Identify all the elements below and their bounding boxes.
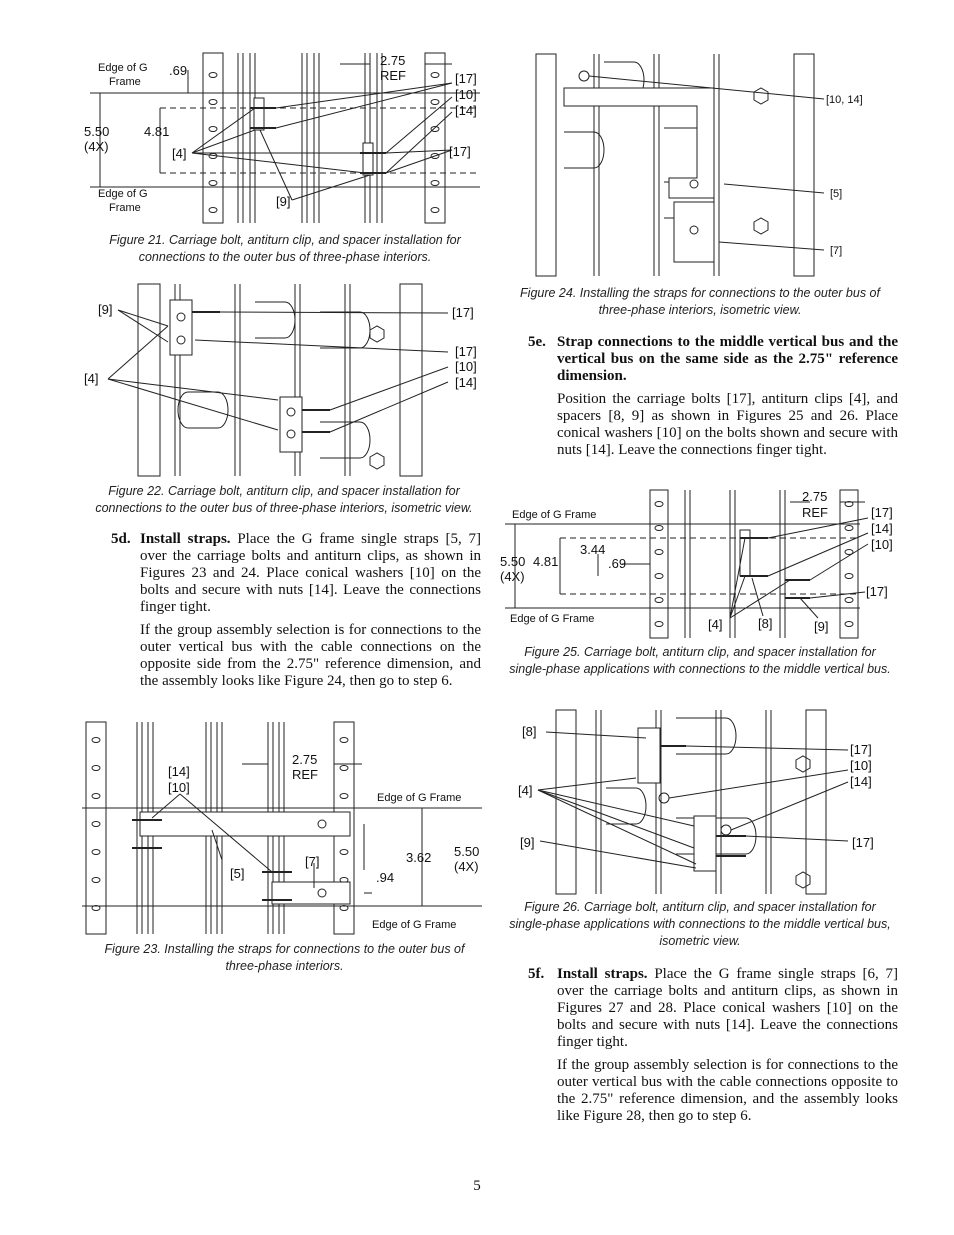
figure-22	[80, 282, 490, 480]
step-5d-title: Install straps.	[140, 531, 231, 547]
fig21-dim-4x: (4X)	[84, 139, 109, 154]
fig22-callout-10: [10]	[455, 359, 477, 374]
fig21-callout-17b: [17]	[449, 144, 471, 159]
step-5e-title-text: Strap connections to the middle vertical bus and the vertical bus on the same side as the 2.75" reference dimension.	[557, 334, 898, 384]
fig26-callout-8: [8]	[522, 724, 537, 739]
step-5e-paragraph-1: Position the carriage bolts [17], antiturn clips [4], and spacers [8, 9] as shown in Figures 25 and 26. Place conical washers [10] on the bolts shown and secure with nuts [14]. Leave the connections finger tight.	[557, 391, 898, 458]
figure-24	[534, 52, 894, 280]
fig22-callout-4: [4]	[84, 371, 99, 386]
step-5e-number: 5e.	[528, 334, 546, 350]
figure-21	[80, 50, 490, 230]
fig25-callout-17a: [17]	[871, 505, 893, 520]
fig21-dim-481: 4.81	[144, 124, 170, 139]
step-5f-title: Install straps.	[557, 966, 648, 982]
step-5d-paragraph-2: If the group assembly selection is for connections to the outer vertical bus with the cable connections on the opposite side from the 2.75" reference dimension, and the assembly looks like Figure 24, then go to step 6.	[140, 622, 481, 689]
fig25-dim-069: .69	[608, 556, 627, 571]
fig23-dim-4x: (4X)	[454, 859, 479, 874]
fig25-callout-8: [8]	[758, 616, 773, 631]
fig23-callout-10: [10]	[168, 780, 190, 795]
fig23-callout-14: [14]	[168, 764, 190, 779]
fig23-dim-362: 3.62	[406, 850, 432, 865]
figure-25-drawing	[500, 488, 900, 640]
fig25-callout-17b: [17]	[866, 584, 888, 599]
fig26-callout-9: [9]	[520, 835, 535, 850]
fig21-dim-069: .69	[169, 63, 188, 78]
fig26-callout-10: [10]	[850, 758, 872, 773]
step-5d-number: 5d.	[111, 531, 131, 547]
step-5d-paragraph-1	[140, 531, 481, 616]
fig22-callout-14: [14]	[455, 375, 477, 390]
fig23-callout-5: [5]	[230, 866, 245, 881]
fig26-callout-4: [4]	[518, 783, 533, 798]
fig21-callout-14: [14]	[455, 103, 477, 118]
fig21-callout-4: [4]	[172, 146, 187, 161]
figure-25	[500, 488, 900, 640]
page-number: 5	[473, 1178, 481, 1194]
fig25-dim-4x: (4X)	[500, 569, 525, 584]
fig24-callout-7: [7]	[830, 245, 843, 257]
fig24-callout-5: [5]	[830, 188, 843, 200]
fig23-edge-top: Edge of G Frame	[377, 792, 462, 804]
fig21-edge-top-2: Frame	[109, 76, 141, 88]
step-5f	[528, 966, 898, 1131]
fig25-dim-481: 4.81	[533, 554, 559, 569]
figure-22-caption: Figure 22. Carriage bolt, antiturn clip, and spacer installation for connections to the outer bus of three-phase interiors, isometric view.	[95, 484, 473, 515]
fig24-callout-10-14: [10, 14]	[826, 94, 863, 106]
figure-26-caption: Figure 26. Carriage bolt, antiturn clip, and spacer installation for single-phase applications with connections to the middle vertical bus, isometric view.	[509, 900, 891, 948]
fig25-dim-275: 2.75	[802, 489, 828, 504]
fig23-dim-550: 5.50	[454, 844, 480, 859]
fig23-edge-bottom: Edge of G Frame	[372, 919, 457, 931]
fig25-ref: REF	[802, 505, 828, 520]
fig23-dim-094: .94	[376, 870, 395, 885]
step-5f-paragraph-1	[557, 966, 898, 1051]
fig21-edge-top-1: Edge of G	[98, 62, 148, 74]
fig26-callout-17a: [17]	[850, 742, 872, 757]
fig21-callout-10: [10]	[455, 87, 477, 102]
figure-24-caption: Figure 24. Installing the straps for connections to the outer bus of three-phase interiors, isometric view.	[520, 286, 880, 317]
step-5e-title	[557, 334, 898, 385]
step-5e	[528, 334, 898, 465]
fig21-dim-275: 2.75	[380, 53, 406, 68]
figure-25-caption: Figure 25. Carriage bolt, antiturn clip, and spacer installation for single-phase applications with connections to the middle vertical bus.	[509, 645, 891, 676]
figure-24-drawing	[534, 52, 894, 280]
fig23-callout-7: [7]	[305, 854, 320, 869]
fig26-callout-17b: [17]	[852, 835, 874, 850]
figure-26-drawing	[516, 708, 896, 896]
fig25-edge-bottom: Edge of G Frame	[510, 613, 595, 625]
fig22-callout-17a: [17]	[452, 305, 474, 320]
fig21-ref: REF	[380, 68, 406, 83]
figure-23	[82, 720, 482, 936]
fig26-callout-14: [14]	[850, 774, 872, 789]
fig25-dim-550: 5.50	[500, 554, 526, 569]
fig23-dim-275: 2.75	[292, 752, 318, 767]
step-5f-number: 5f.	[528, 966, 545, 982]
fig25-dim-344: 3.44	[580, 542, 606, 557]
fig21-edge-bottom-2: Frame	[109, 202, 141, 214]
step-5f-paragraph-2: If the group assembly selection is for connections to the outer vertical bus with the cable connections opposite to the 2.75" reference dimension, and the assembly looks like Figure 28, then go to step 6.	[557, 1057, 898, 1124]
step-5d-text-1: Place the G frame single straps [5, 7] over the carriage bolts and antiturn clips, as shown in Figures 23 and 24. Place conical washers [10] on the bolts and secure with nuts [14]. Leave the connections finger tight.	[140, 531, 481, 615]
fig25-callout-9: [9]	[814, 619, 829, 634]
fig21-dim-550: 5.50	[84, 124, 110, 139]
fig25-callout-14: [14]	[871, 521, 893, 536]
fig21-callout-17a: [17]	[455, 71, 477, 86]
figure-23-drawing	[82, 720, 482, 936]
fig22-callout-9: [9]	[98, 302, 113, 317]
fig21-callout-9: [9]	[276, 194, 291, 209]
fig21-edge-bottom-1: Edge of G	[98, 188, 148, 200]
fig22-callout-17b: [17]	[455, 344, 477, 359]
figure-26	[516, 708, 896, 896]
figure-22-drawing	[80, 282, 490, 480]
step-5f-text-1: Place the G frame single straps [6, 7] over the carriage bolts and antiturn clips, as shown in Figures 27 and 28. Place conical washers [10] on the bolts and secure with nuts [14]. Leave the connections finger tight.	[557, 966, 898, 1050]
figure-21-caption: Figure 21. Carriage bolt, antiturn clip, and spacer installation for connections to the outer bus of three-phase interiors.	[109, 233, 461, 264]
figure-23-caption: Figure 23. Installing the straps for connections to the outer bus of three-phase interiors.	[104, 942, 465, 973]
fig25-edge-top: Edge of G Frame	[512, 509, 597, 521]
step-5d	[111, 531, 481, 696]
fig25-callout-10: [10]	[871, 537, 893, 552]
fig25-callout-4: [4]	[708, 617, 723, 632]
fig23-ref: REF	[292, 767, 318, 782]
figure-21-drawing	[80, 50, 490, 230]
